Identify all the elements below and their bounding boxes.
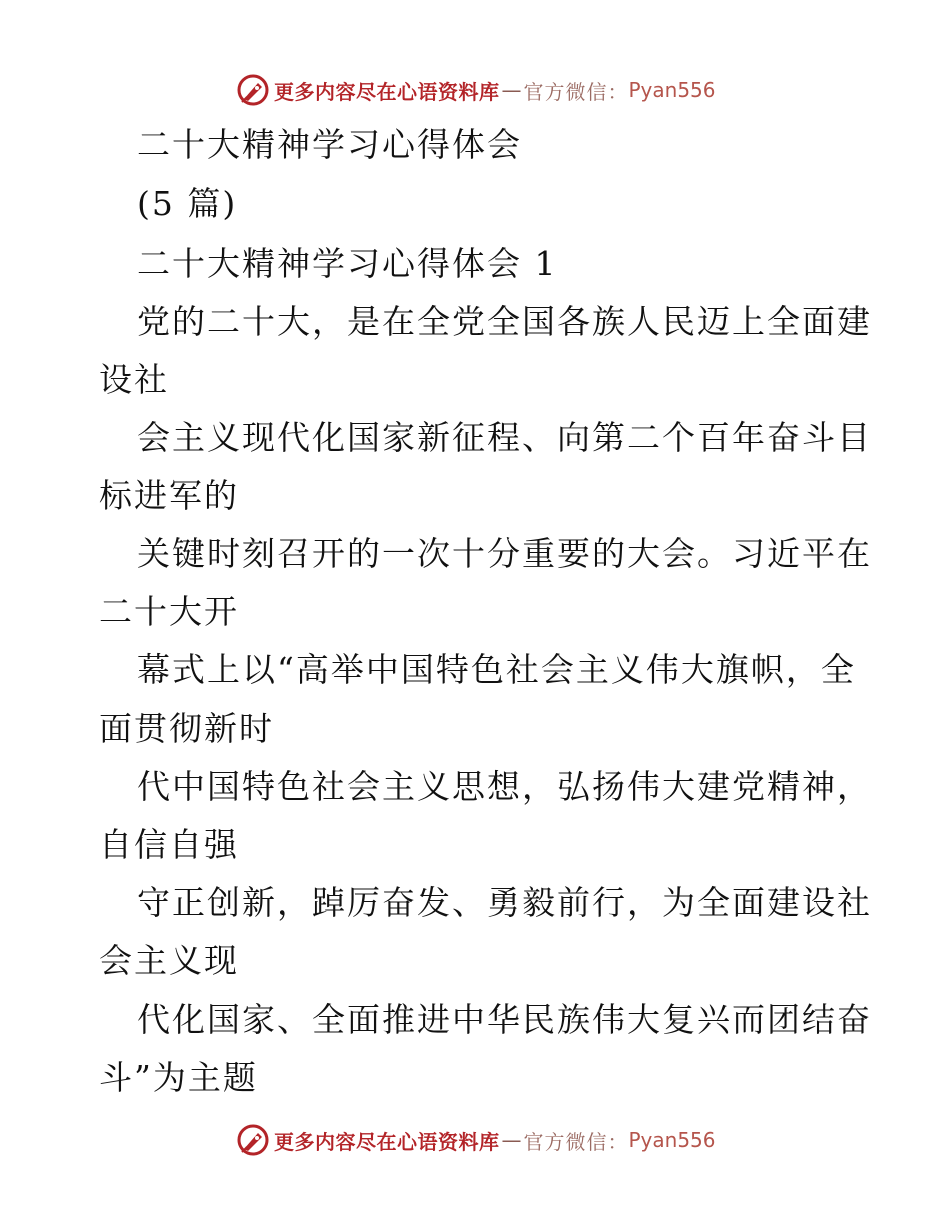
paragraph-line: 面贯彻新时 xyxy=(99,709,274,748)
banner-wechat-label: 官方微信： xyxy=(523,79,629,104)
banner-separator: — xyxy=(501,78,522,102)
pen-nib-circle-icon xyxy=(236,73,270,107)
banner-wechat-id: Pyan556 xyxy=(628,1128,716,1152)
paragraph-line: 二十大开 xyxy=(99,592,239,631)
paragraph-line: 关键时刻召开的一次十分重要的大会。习近平在 xyxy=(137,534,872,573)
paragraph-line: 党的二十大，是在全党全国各族人民迈上全面建 xyxy=(137,302,872,341)
paragraph-line: 代化国家、全面推进中华民族伟大复兴而团结奋 xyxy=(137,1000,872,1039)
paragraph-line: 会主义现代化国家新征程、向第二个百年奋斗目 xyxy=(137,418,872,457)
paragraph-line: 斗”为主题 xyxy=(99,1058,258,1097)
document-title: 二十大精神学习心得体会 xyxy=(137,125,522,164)
paragraph-line: 标进军的 xyxy=(99,476,239,515)
paragraph-line: 自信自强 xyxy=(99,825,239,864)
banner-ad-text: 更多内容尽在心语资料库 xyxy=(274,79,500,104)
paragraph-line: 代中国特色社会主义思想，弘扬伟大建党精神， xyxy=(137,767,872,806)
header-banner xyxy=(236,72,716,108)
section-heading: 二十大精神学习心得体会 1 xyxy=(137,244,558,283)
paragraph-line: 幕式上以“高举中国特色社会主义伟大旗帜，全 xyxy=(137,650,856,689)
banner-separator: — xyxy=(501,1128,522,1152)
banner-wechat-label: 官方微信： xyxy=(523,1129,629,1154)
document-subtitle: (5 篇) xyxy=(137,184,238,223)
banner-wechat-id: Pyan556 xyxy=(628,78,716,102)
paragraph-line: 守正创新，踔厉奋发、勇毅前行，为全面建设社 xyxy=(137,883,872,922)
paragraph-line: 设社 xyxy=(99,360,169,399)
footer-banner xyxy=(236,1122,716,1158)
paragraph-line: 会主义现 xyxy=(99,941,239,980)
pen-nib-circle-icon xyxy=(236,1123,270,1157)
banner-ad-text: 更多内容尽在心语资料库 xyxy=(274,1129,500,1154)
